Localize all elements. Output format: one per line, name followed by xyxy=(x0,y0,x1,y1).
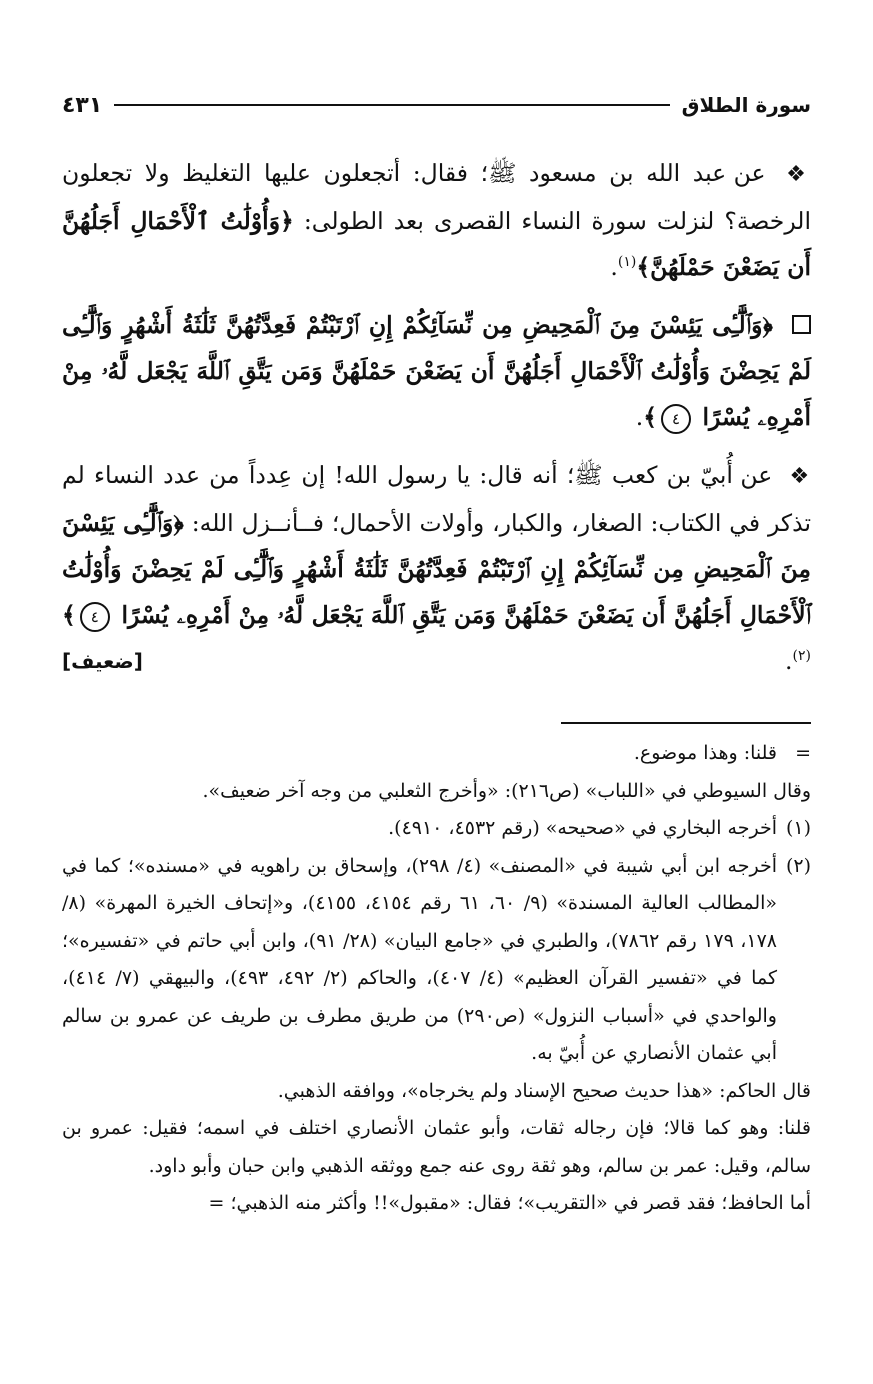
footnote-text: أما الحافظ؛ فقد قصر في «التقريب»؛ فقال: «مقبول»!! وأكثر منه الذهبي؛ xyxy=(230,1192,811,1214)
surah-title: سورة الطلاق xyxy=(681,93,811,117)
diamond-bullet-icon: ❖ xyxy=(789,464,811,489)
hadith-grade: [ضعيف] xyxy=(62,649,143,673)
narration-text: عن أُبيّ بن كعب ﷺ؛ أنه قال: يا رسول الله! إن عِدداً من عدد النساء لم تذكر في الكتاب: الصغار، والكبار، وأولات الأحمال؛ فــأنــزل الله: xyxy=(62,461,811,537)
narration-text: عن عبد الله بن مسعود ﷺ؛ فقال: أتجعلون عليها التغليظ ولا تجعلون الرخصة؟ لنزلت سورة النساء القصرى بعد الطولى: xyxy=(62,159,811,235)
quran-close-bracket: ﴾ xyxy=(643,403,657,431)
paragraph-verse xyxy=(62,302,811,440)
running-header xyxy=(62,88,811,122)
footnote-qulna xyxy=(62,1110,811,1185)
header-rule xyxy=(114,104,669,106)
paragraph-ubayy xyxy=(62,452,811,684)
footnote-text: قلنا: وهو كما قالا؛ فإن رجاله ثقات، وأبو عثمان الأنصاري اختلف في اسمه؛ فقيل: عمرو بن سالم، وقيل: عمر بن سالم، وهو ثقة روى عنه جمع ووثقه الذهبي وابن حبان وأبو داود. xyxy=(62,1117,811,1177)
footnote-divider xyxy=(561,722,811,724)
footnote-2 xyxy=(62,848,811,1073)
paragraph-ibn-masud xyxy=(62,150,811,290)
quran-verse: ﴿وَٱلَّٰٓـِٔى يَئِسْنَ مِنَ ٱلْمَحِيضِ مِن نِّسَآئِكُمْ إِنِ ٱرْتَبْتُمْ فَعِدَّتُهُنَّ ثَلَٰثَةُ أَشْهُرٍ وَٱلَّٰٓـِٔى لَمْ يَحِضْنَ وَأُوْلَٰتُ ٱلْأَحْمَالِ أَجَلُهُنَّ أَن يَضَعْنَ حَمْلَهُنَّ وَمَن يَتَّقِ ٱللَّهَ يَجْعَل لَّهُۥ مِنْ أَمْرِهِۦ يُسْرًا xyxy=(62,311,811,431)
footnote-1 xyxy=(62,810,811,848)
footnote-suyuti xyxy=(62,773,811,811)
quran-quote: ﴿وَأُوْلَٰتُ ٱلْأَحْمَالِ أَجَلُهُنَّ أَن يَضَعْنَ حَمْلَهُنَّ﴾ xyxy=(62,207,811,281)
ayah-number-badge: ٤ xyxy=(661,404,691,434)
ayah-number-badge: ٤ xyxy=(80,602,110,632)
footnote-hafiz xyxy=(62,1185,811,1223)
footnote-text: قلنا: وهذا موضوع. xyxy=(633,742,777,764)
quran-quote: ﴿وَٱلَّٰٓـِٔى يَئِسْنَ مِنَ ٱلْمَحِيضِ مِن نِّسَآئِكُمْ إِنِ ٱرْتَبْتُمْ فَعِدَّتُهُنَّ ثَلَٰثَةُ أَشْهُرٍ وَٱلَّٰٓـِٔى لَمْ يَحِضْنَ وَأُوْلَٰتُ ٱلْأَحْمَالِ أَجَلُهُنَّ أَن يَضَعْنَ حَمْلَهُنَّ وَمَن يَتَّقِ ٱللَّهَ يَجْعَل لَّهُۥ مِنْ أَمْرِهِۦ يُسْرًا xyxy=(62,509,811,629)
footnote-text: أخرجه ابن أبي شيبة في «المصنف» (٤/ ٢٩٨)، وإسحاق بن راهويه في «مسنده»؛ كما في «المطالب العالية المسندة» (٩/ ٦٠، ٦١ رقم ٤١٥٤، ٤١٥٥)، و«إتحاف الخيرة المهرة» (٨/ ١٧٨، ١٧٩ رقم ٧٨٦٢)، والطبري في «جامع البيان» (٢٨/ ٩١)، وابن أبي حاتم في «تفسيره»؛ كما في «تفسير القرآن العظيم» (٤/ ٤٠٧)، والحاكم (٢/ ٤٩٢، ٤٩٣)، والبيهقي (٧/ ٤١٤)، والواحدي في «أسباب النزول» (ص٢٩٠) من طريق مطرف بن طريف عن عمرو بن سالم أبي عثمان الأنصاري عن أُبيّ به. xyxy=(62,854,778,1064)
period: . xyxy=(635,403,644,431)
footnote-continuation xyxy=(62,735,811,773)
footnote-text: وقال السيوطي في «اللباب» (ص٢١٦): «وأخرج الثعلبي من وجه آخر ضعيف». xyxy=(202,779,811,802)
continuation-mark: = xyxy=(795,742,811,764)
period: . xyxy=(785,647,793,675)
footnote-hakim xyxy=(62,1073,811,1111)
footnotes xyxy=(62,735,811,1223)
footnote-text: قال الحاكم: «هذا حديث صحيح الإسناد ولم يخرجاه»، ووافقه الذهبي. xyxy=(277,1079,811,1102)
page-number: ٤٣١ xyxy=(62,92,103,118)
square-bullet-icon xyxy=(792,315,811,334)
footnote-number: (١) xyxy=(785,817,811,839)
footnote-number: (٢) xyxy=(785,854,811,877)
continuation-mark: = xyxy=(208,1192,225,1214)
diamond-bullet-icon: ❖ xyxy=(786,162,811,187)
footnote-ref-1[interactable]: (١) xyxy=(617,254,637,271)
footnote-text: أخرجه البخاري في «صحيحه» (رقم ٤٥٣٢، ٤٩١٠). xyxy=(388,817,777,839)
footnote-ref-2[interactable]: (٢) xyxy=(792,648,811,665)
main-text xyxy=(62,150,811,696)
period: . xyxy=(610,253,618,281)
quran-close-bracket: ﴾ xyxy=(62,601,76,629)
